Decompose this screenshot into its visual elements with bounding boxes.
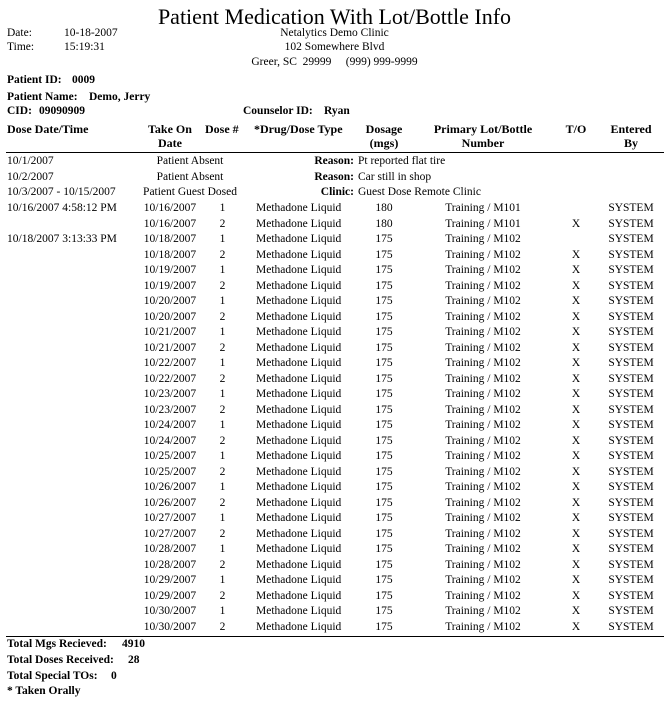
lot-number: Training / M102: [445, 264, 521, 276]
note-status: Patient Guest Dosed: [143, 186, 237, 198]
lot-number: Training / M102: [445, 434, 521, 447]
take-on-date: 10/26/2007: [143, 496, 197, 509]
drug-type: Methadone Liquid: [256, 419, 342, 431]
dosage-mgs: 175: [375, 388, 393, 400]
take-on-date: 10/20/2007: [143, 310, 197, 323]
dose-row: [0, 264, 669, 280]
dosage-mgs: 175: [375, 295, 393, 307]
lot-number: Training / M102: [445, 403, 521, 416]
dose-number: 2: [219, 527, 226, 540]
entered-by: SYSTEM: [608, 388, 654, 400]
entered-by: SYSTEM: [608, 574, 654, 586]
takeout-flag: X: [571, 403, 581, 416]
take-on-date: 10/30/2007: [143, 605, 197, 617]
total-mgs-value: 4910: [122, 638, 145, 650]
dose-number: 2: [219, 310, 226, 323]
dosage-mgs: 175: [375, 434, 393, 447]
entered-by: SYSTEM: [608, 310, 654, 323]
dose-row: [0, 419, 669, 435]
dose-row: [0, 528, 669, 544]
dosage-mgs: 175: [375, 527, 393, 540]
dosage-mgs: 175: [375, 465, 393, 478]
take-on-date: 10/23/2007: [143, 388, 197, 400]
dosage-mgs: 180: [375, 202, 393, 214]
takeout-flag: X: [571, 605, 581, 617]
drug-type: Methadone Liquid: [256, 217, 342, 230]
takeout-flag: X: [571, 574, 581, 586]
lot-number: Training / M102: [445, 248, 521, 261]
lot-number: Training / M102: [445, 295, 521, 307]
dose-row: [0, 373, 669, 389]
takeout-flag: X: [571, 264, 581, 276]
take-on-date: 10/25/2007: [143, 465, 197, 478]
lot-number: Training / M102: [445, 465, 521, 478]
lot-number: Training / M102: [445, 357, 521, 369]
drug-type: Methadone Liquid: [256, 496, 342, 509]
takeout-flag: X: [571, 326, 581, 338]
total-doses-label: Total Doses Received:: [7, 654, 114, 666]
header-divider: [6, 152, 664, 153]
entered-by: SYSTEM: [608, 233, 654, 245]
entered-by: SYSTEM: [608, 620, 654, 633]
dose-number: 1: [219, 574, 226, 586]
takeout-flag: X: [571, 357, 581, 369]
dose-number: 2: [219, 620, 226, 633]
lot-number: Training / M102: [445, 450, 521, 462]
drug-type: Methadone Liquid: [256, 357, 342, 369]
takeout-flag: X: [571, 543, 581, 555]
take-on-date: 10/21/2007: [143, 326, 197, 338]
take-on-date: 10/30/2007: [143, 620, 197, 633]
dosage-mgs: 175: [375, 326, 393, 338]
dose-datetime: 10/18/2007 3:13:33 PM: [7, 233, 117, 245]
entered-by: SYSTEM: [608, 295, 654, 307]
dose-number: 2: [219, 496, 226, 509]
take-on-date: 10/26/2007: [143, 481, 197, 493]
lot-number: Training / M102: [445, 574, 521, 586]
drug-type: Methadone Liquid: [256, 574, 342, 586]
drug-type: Methadone Liquid: [256, 543, 342, 555]
dose-row: [0, 357, 669, 373]
entered-by: SYSTEM: [608, 558, 654, 571]
dosage-mgs: 175: [375, 341, 393, 354]
patient-name-value: Demo, Jerry: [89, 91, 151, 103]
drug-type: Methadone Liquid: [256, 295, 342, 307]
takeout-flag: X: [571, 434, 581, 447]
lot-number: Training / M102: [445, 419, 521, 431]
col-entered-1: Entered: [610, 122, 652, 136]
drug-type: Methadone Liquid: [256, 372, 342, 385]
dosage-mgs: 175: [375, 620, 393, 633]
entered-by: SYSTEM: [608, 419, 654, 431]
entered-by: SYSTEM: [608, 264, 654, 276]
date-value: 10-18-2007: [64, 27, 118, 39]
entered-by: SYSTEM: [608, 605, 654, 617]
dose-row: [0, 590, 669, 606]
takeout-flag: X: [571, 620, 581, 633]
dose-number: 1: [219, 512, 226, 524]
take-on-date: 10/18/2007: [143, 233, 197, 245]
drug-type: Methadone Liquid: [256, 264, 342, 276]
dose-row: [0, 543, 669, 559]
dose-number: 2: [219, 279, 226, 292]
drug-type: Methadone Liquid: [256, 326, 342, 338]
dose-row: [0, 404, 669, 420]
dose-number: 2: [219, 465, 226, 478]
dose-row: [0, 512, 669, 528]
entered-by: SYSTEM: [608, 279, 654, 292]
dose-row: [0, 388, 669, 404]
dose-number: 2: [219, 341, 226, 354]
dose-number: 2: [219, 248, 226, 261]
dose-number: 1: [219, 481, 226, 493]
drug-type: Methadone Liquid: [256, 589, 342, 602]
dose-number: 1: [219, 264, 226, 276]
dose-row: [0, 559, 669, 575]
lot-number: Training / M101: [445, 202, 521, 214]
dosage-mgs: 175: [375, 574, 393, 586]
take-on-date: 10/29/2007: [143, 574, 197, 586]
lot-number: Training / M102: [445, 310, 521, 323]
entered-by: SYSTEM: [608, 248, 654, 261]
col-to: T/O: [565, 122, 587, 136]
note-date: 10/3/2007 - 10/15/2007: [7, 186, 116, 198]
dose-row: [0, 621, 669, 637]
takeout-flag: X: [571, 450, 581, 462]
drug-type: Methadone Liquid: [256, 558, 342, 571]
dose-row: [0, 280, 669, 296]
dosage-mgs: 175: [375, 558, 393, 571]
takeout-flag: X: [571, 248, 581, 261]
lot-number: Training / M102: [445, 496, 521, 509]
takeout-flag: X: [571, 465, 581, 478]
entered-by: SYSTEM: [608, 465, 654, 478]
dose-row: [0, 218, 669, 234]
date-label: Date:: [7, 27, 32, 39]
dosage-mgs: 175: [375, 543, 393, 555]
footer-divider: [6, 636, 664, 637]
col-drug: *Drug/Dose Type: [254, 122, 343, 136]
col-dose-num: Dose #: [205, 122, 239, 136]
entered-by: SYSTEM: [608, 589, 654, 602]
dosage-mgs: 180: [375, 217, 393, 230]
col-lot-2: Number: [461, 136, 505, 150]
dose-number: 2: [219, 217, 226, 230]
dose-number: 1: [219, 450, 226, 462]
entered-by: SYSTEM: [608, 326, 654, 338]
take-on-date: 10/24/2007: [143, 419, 197, 431]
col-entered-2: By: [623, 136, 638, 150]
entered-by: SYSTEM: [608, 341, 654, 354]
clinic-name: Netalytics Demo Clinic: [280, 27, 389, 39]
dose-row: [0, 481, 669, 497]
take-on-date: 10/20/2007: [143, 295, 197, 307]
dosage-mgs: 175: [375, 403, 393, 416]
dosage-mgs: 175: [375, 279, 393, 292]
dose-number: 2: [219, 372, 226, 385]
take-on-date: 10/27/2007: [143, 527, 197, 540]
clinic-address: 102 Somewhere Blvd: [284, 41, 385, 53]
dose-number: 1: [219, 295, 226, 307]
dosage-mgs: 175: [375, 357, 393, 369]
dose-number: 1: [219, 419, 226, 431]
dose-row: [0, 249, 669, 265]
total-special-label: Total Special TOs:: [7, 670, 98, 682]
drug-type: Methadone Liquid: [256, 202, 342, 214]
lot-number: Training / M102: [445, 512, 521, 524]
takeout-flag: X: [571, 589, 581, 602]
counselor-label: Counselor ID:: [243, 105, 313, 117]
clinic-city-phone: Greer, SC 29999 (999) 999-9999: [251, 56, 418, 68]
take-on-date: 10/22/2007: [143, 357, 197, 369]
dosage-mgs: 175: [375, 481, 393, 493]
note-text: Pt reported flat tire: [358, 155, 446, 167]
total-mgs-label: Total Mgs Recieved:: [7, 638, 107, 650]
note-status: Patient Absent: [156, 155, 224, 167]
takeout-flag: X: [571, 279, 581, 292]
lot-number: Training / M102: [445, 233, 521, 245]
lot-number: Training / M102: [445, 481, 521, 493]
dose-row: [0, 233, 669, 249]
lot-number: Training / M102: [445, 388, 521, 400]
drug-type: Methadone Liquid: [256, 605, 342, 617]
take-on-date: 10/28/2007: [143, 558, 197, 571]
cid-label: CID:: [7, 105, 32, 117]
dose-row: [0, 311, 669, 327]
take-on-date: 10/21/2007: [143, 341, 197, 354]
drug-type: Methadone Liquid: [256, 527, 342, 540]
dosage-mgs: 175: [375, 233, 393, 245]
dosage-mgs: 175: [375, 248, 393, 261]
takeout-flag: X: [571, 481, 581, 493]
entered-by: SYSTEM: [608, 450, 654, 462]
dose-row: [0, 326, 669, 342]
takeout-flag: X: [571, 496, 581, 509]
drug-type: Methadone Liquid: [256, 434, 342, 447]
dosage-mgs: 175: [375, 310, 393, 323]
col-take-on-2: Date: [158, 136, 182, 150]
entered-by: SYSTEM: [608, 403, 654, 416]
total-special-value: 0: [111, 670, 117, 682]
dose-number: 2: [219, 558, 226, 571]
entered-by: SYSTEM: [608, 481, 654, 493]
time-label: Time:: [7, 41, 35, 53]
take-on-date: 10/19/2007: [143, 264, 197, 276]
lot-number: Training / M102: [445, 558, 521, 571]
entered-by: SYSTEM: [608, 217, 654, 230]
footnote: * Taken Orally: [7, 685, 81, 697]
col-take-on-1: Take On: [148, 122, 192, 136]
patient-name-label: Patient Name:: [7, 91, 78, 103]
take-on-date: 10/16/2007: [143, 217, 197, 230]
lot-number: Training / M101: [445, 217, 521, 230]
dose-number: 2: [219, 589, 226, 602]
entered-by: SYSTEM: [608, 527, 654, 540]
takeout-flag: X: [571, 527, 581, 540]
dose-number: 1: [219, 326, 226, 338]
report-title: Patient Medication With Lot/Bottle Info: [157, 4, 512, 29]
note-row: [0, 171, 669, 187]
dose-number: 1: [219, 388, 226, 400]
dose-row: [0, 202, 669, 218]
drug-type: Methadone Liquid: [256, 450, 342, 462]
dose-number: 1: [219, 202, 226, 214]
entered-by: SYSTEM: [608, 434, 654, 447]
dose-row: [0, 574, 669, 590]
take-on-date: 10/22/2007: [143, 372, 197, 385]
take-on-date: 10/16/2007: [143, 202, 197, 214]
lot-number: Training / M102: [445, 543, 521, 555]
takeout-flag: X: [571, 512, 581, 524]
drug-type: Methadone Liquid: [256, 388, 342, 400]
note-status: Patient Absent: [156, 170, 224, 183]
dose-datetime: 10/16/2007 4:58:12 PM: [7, 202, 117, 214]
drug-type: Methadone Liquid: [256, 248, 342, 261]
dose-number: 2: [219, 434, 226, 447]
dosage-mgs: 175: [375, 372, 393, 385]
take-on-date: 10/28/2007: [143, 543, 197, 555]
drug-type: Methadone Liquid: [256, 341, 342, 354]
lot-number: Training / M102: [445, 279, 521, 292]
time-value: 15:19:31: [64, 41, 105, 53]
entered-by: SYSTEM: [608, 202, 654, 214]
dosage-mgs: 175: [375, 419, 393, 431]
dose-row: [0, 295, 669, 311]
dose-row: [0, 497, 669, 513]
takeout-flag: X: [571, 419, 581, 431]
take-on-date: 10/24/2007: [143, 434, 197, 447]
dosage-mgs: 175: [375, 512, 393, 524]
take-on-date: 10/23/2007: [143, 403, 197, 416]
dose-row: [0, 342, 669, 358]
take-on-date: 10/29/2007: [143, 589, 197, 602]
takeout-flag: X: [571, 341, 581, 354]
note-label: Reason:: [314, 155, 354, 167]
dosage-mgs: 175: [375, 450, 393, 462]
dose-row: [0, 605, 669, 621]
dose-row: [0, 435, 669, 451]
lot-number: Training / M102: [445, 341, 521, 354]
drug-type: Methadone Liquid: [256, 233, 342, 245]
dose-number: 1: [219, 357, 226, 369]
drug-type: Methadone Liquid: [256, 465, 342, 478]
counselor-value: Ryan: [324, 105, 350, 117]
lot-number: Training / M102: [445, 326, 521, 338]
dosage-mgs: 175: [375, 496, 393, 509]
total-doses-value: 28: [128, 654, 140, 666]
note-text: Car still in shop: [358, 170, 432, 183]
col-dosage-2: (mgs): [369, 136, 399, 150]
dose-number: 1: [219, 605, 226, 617]
dose-number: 1: [219, 233, 226, 245]
takeout-flag: X: [571, 558, 581, 571]
drug-type: Methadone Liquid: [256, 481, 342, 493]
lot-number: Training / M102: [445, 372, 521, 385]
patient-id-value: 0009: [72, 74, 95, 86]
dose-row: [0, 450, 669, 466]
drug-type: Methadone Liquid: [256, 403, 342, 416]
drug-type: Methadone Liquid: [256, 620, 342, 633]
cid-value: 09090909: [39, 105, 85, 117]
entered-by: SYSTEM: [608, 372, 654, 385]
note-date: 10/1/2007: [7, 155, 54, 167]
dose-number: 1: [219, 543, 226, 555]
takeout-flag: X: [571, 388, 581, 400]
take-on-date: 10/25/2007: [143, 450, 197, 462]
note-row: [0, 186, 669, 202]
col-lot-1: Primary Lot/Bottle: [433, 122, 533, 136]
takeout-flag: X: [571, 372, 581, 385]
lot-number: Training / M102: [445, 527, 521, 540]
take-on-date: 10/18/2007: [143, 248, 197, 261]
lot-number: Training / M102: [445, 589, 521, 602]
dosage-mgs: 175: [375, 605, 393, 617]
entered-by: SYSTEM: [608, 496, 654, 509]
drug-type: Methadone Liquid: [256, 310, 342, 323]
lot-number: Training / M102: [445, 605, 521, 617]
dosage-mgs: 175: [375, 264, 393, 276]
note-text: Guest Dose Remote Clinic: [358, 186, 481, 198]
entered-by: SYSTEM: [608, 512, 654, 524]
dose-row: [0, 466, 669, 482]
note-label: Reason:: [314, 170, 354, 183]
dosage-mgs: 175: [375, 589, 393, 602]
takeout-flag: X: [571, 310, 581, 323]
note-label: Clinic:: [320, 186, 354, 198]
take-on-date: 10/19/2007: [143, 279, 197, 292]
take-on-date: 10/27/2007: [143, 512, 197, 524]
col-dosage-1: Dosage: [365, 122, 403, 136]
takeout-flag: X: [571, 295, 581, 307]
note-row: [0, 155, 669, 171]
col-dose-datetime: Dose Date/Time: [7, 122, 89, 136]
entered-by: SYSTEM: [608, 543, 654, 555]
drug-type: Methadone Liquid: [256, 279, 342, 292]
drug-type: Methadone Liquid: [256, 512, 342, 524]
entered-by: SYSTEM: [608, 357, 654, 369]
patient-id-label: Patient ID:: [7, 74, 62, 86]
note-date: 10/2/2007: [7, 170, 54, 183]
dose-number: 2: [219, 403, 226, 416]
takeout-flag: X: [571, 217, 581, 230]
lot-number: Training / M102: [445, 620, 521, 633]
